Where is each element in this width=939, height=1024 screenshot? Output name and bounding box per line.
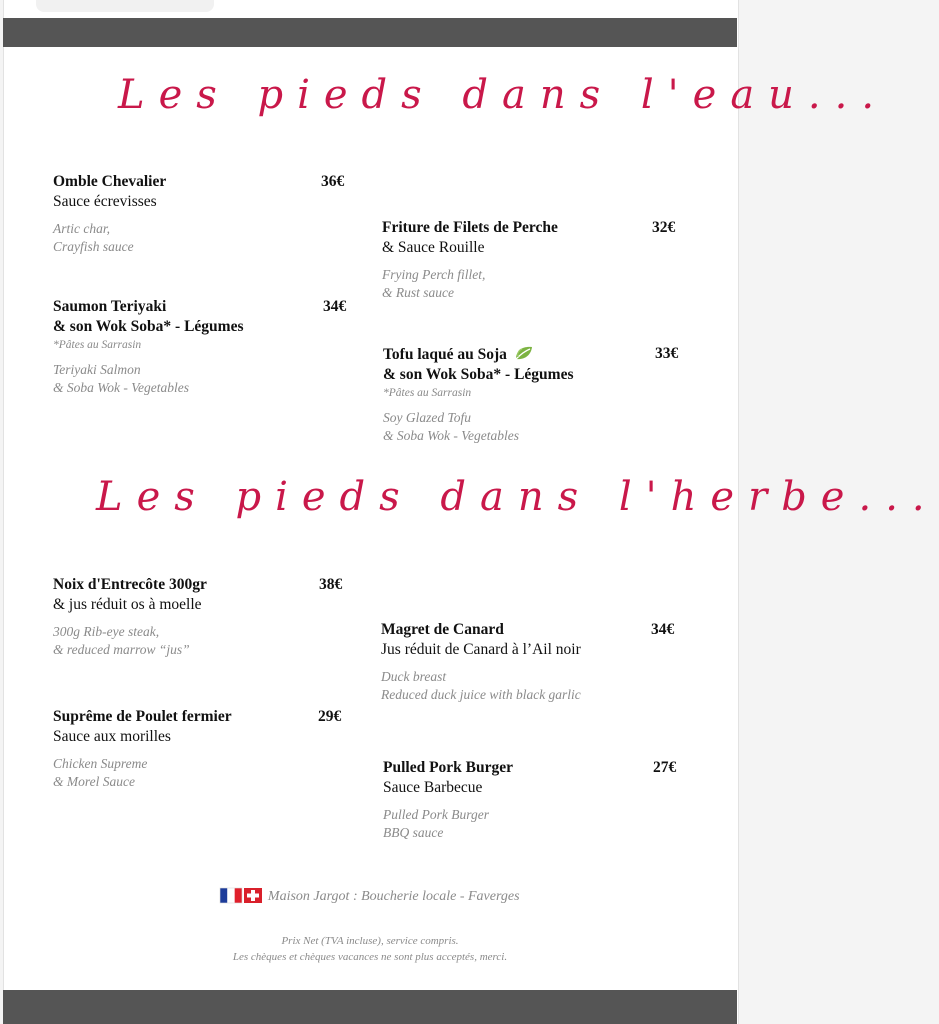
dish-english-line-2: Crayfish sauce	[53, 239, 134, 254]
dish-magret-canard	[381, 620, 581, 704]
bottom-band	[3, 990, 737, 1024]
dish-sauce: & son Wok Soba* - Légumes	[383, 366, 574, 383]
legal-prices: Prix Net (TVA incluse), service compris.	[281, 935, 459, 947]
dish-footnote: *Pâtes au Sarrasin	[53, 339, 142, 351]
dish-english-line-2: & Soba Wok - Vegetables	[53, 380, 189, 395]
dish-name: Magret de Canard	[381, 621, 504, 638]
savoie-flag-icon	[244, 888, 262, 903]
dish-noix-entrecote	[53, 575, 207, 659]
dish-english-line-1: Soy Glazed Tofu	[383, 410, 472, 425]
dish-english-line-2: & Morel Sauce	[53, 774, 135, 789]
section-title-herbe: Les pieds dans l'herbe...	[96, 474, 939, 520]
dish-sauce: Sauce écrevisses	[53, 193, 157, 210]
dish-english-line-1: Artic char,	[53, 221, 110, 236]
dish-price: 34€	[323, 298, 347, 315]
dish-pulled-pork-burger	[383, 758, 513, 842]
dish-price: 32€	[652, 219, 676, 236]
legal-payment: Les chèques et chèques vacances ne sont plus acceptés, merci.	[232, 951, 508, 963]
dish-name-row	[383, 344, 574, 365]
dish-price: 38€	[319, 576, 343, 593]
dish-saumon-teriyaki	[53, 297, 244, 397]
dish-price: 36€	[321, 173, 345, 190]
dish-english-line-1: Pulled Pork Burger	[383, 807, 489, 822]
dish-sauce: & Sauce Rouille	[382, 239, 485, 256]
dish-name: Saumon Teriyaki	[53, 298, 167, 315]
dish-price: 27€	[653, 759, 677, 776]
dish-omble-chevalier	[53, 172, 166, 256]
top-band	[3, 18, 737, 47]
dish-english-line-2: BBQ sauce	[383, 825, 444, 840]
dish-tofu-laque	[383, 344, 574, 445]
dish-supreme-poulet	[53, 707, 232, 791]
dish-price: 34€	[651, 621, 675, 638]
dish-friture-perche	[382, 218, 558, 302]
dish-price: 29€	[318, 708, 342, 725]
dish-price: 33€	[655, 345, 679, 362]
dish-footnote: *Pâtes au Sarrasin	[383, 387, 472, 399]
french-flag-icon	[220, 888, 242, 903]
dish-name: Noix d'Entrecôte 300gr	[53, 576, 207, 593]
dish-english-line-1: Frying Perch fillet,	[382, 267, 486, 282]
leaf-icon	[513, 344, 535, 362]
dish-english-line-1: Duck breast	[381, 669, 447, 684]
dish-sauce: Sauce Barbecue	[383, 779, 483, 796]
dish-sauce: & son Wok Soba* - Légumes	[53, 318, 244, 335]
dish-english-line-2: & Soba Wok - Vegetables	[383, 428, 519, 443]
dish-english-line-2: & reduced marrow “jus”	[53, 642, 190, 657]
dish-name: Omble Chevalier	[53, 173, 167, 190]
section-title-eau: Les pieds dans l'eau...	[118, 72, 889, 118]
dish-english-line-2: & Rust sauce	[382, 285, 454, 300]
dish-sauce: Jus réduit de Canard à l’Ail noir	[381, 641, 581, 658]
dish-name: Pulled Pork Burger	[383, 759, 514, 776]
dish-name: Tofu laqué au Soja	[383, 346, 507, 363]
top-tab	[36, 0, 214, 12]
supplier-note	[0, 888, 740, 905]
dish-name: Suprême de Poulet fermier	[53, 708, 232, 725]
dish-english-line-1: Chicken Supreme	[53, 756, 148, 771]
dish-english-line-1: Teriyaki Salmon	[53, 362, 141, 377]
dish-sauce: Sauce aux morilles	[53, 728, 171, 745]
dish-sauce: & jus réduit os à moelle	[53, 596, 202, 613]
supplier-text: Maison Jargot : Boucherie locale - Faverges	[267, 889, 520, 904]
dish-english-line-1: 300g Rib-eye steak,	[53, 624, 160, 639]
dish-name: Friture de Filets de Perche	[382, 219, 558, 236]
dish-english-line-2: Reduced duck juice with black garlic	[381, 687, 581, 702]
